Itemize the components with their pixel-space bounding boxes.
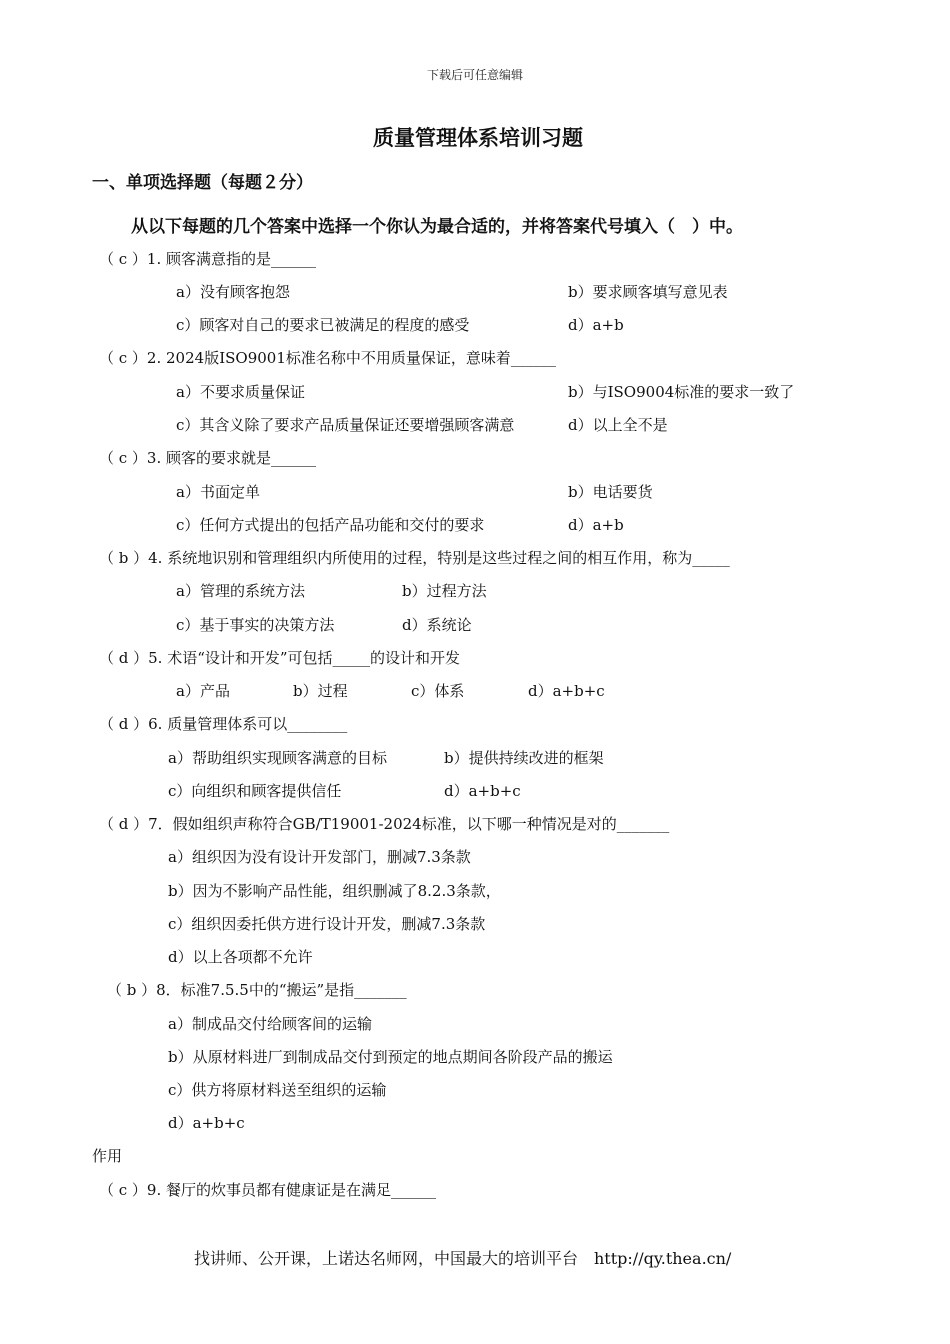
stray-text: 作用 — [92, 1147, 123, 1165]
question-2-option-d: d）以上全不是 — [568, 416, 668, 434]
question-6-option-b: b）提供持续改进的框架 — [444, 749, 604, 767]
question-3-option-a: a）书面定单 — [176, 483, 260, 501]
question-1-option-c: c）顾客对自己的要求已被满足的程度的感受 — [176, 316, 470, 334]
question-2-option-b: b）与ISO9004标准的要求一致了 — [568, 383, 795, 401]
question-3-option-b: b）电话要货 — [568, 483, 653, 501]
question-1-stem: （ c ）1. 顾客满意指的是______ — [99, 250, 317, 268]
question-6-option-d: d）a+b+c — [444, 782, 521, 800]
question-6-option-a: a）帮助组织实现顾客满意的目标 — [168, 749, 387, 767]
footer-text: 找讲师、公开课，上诺达名师网，中国最大的培训平台 http://qy.thea.cn/ — [194, 1249, 732, 1268]
header-note: 下载后可任意编辑 — [426, 68, 523, 82]
question-1-option-a: a）没有顾客抱怨 — [176, 283, 290, 301]
question-4-option-a: a）管理的系统方法 — [176, 582, 305, 600]
question-4-option-c: c）基于事实的决策方法 — [176, 616, 335, 634]
question-4-stem: （ b ）4. 系统地识别和管理组织内所使用的过程，特别是这些过程之间的相互作用，称为_____ — [99, 549, 730, 567]
question-9-stem: （ c ）9. 餐厅的炊事员都有健康证是在满足______ — [99, 1181, 437, 1199]
question-1-option-b: b）要求顾客填写意见表 — [568, 283, 728, 301]
question-7-option-d: d）以上各项都不允许 — [168, 948, 313, 966]
question-5-option-d: d）a+b+c — [528, 682, 605, 700]
question-8-option-d: d）a+b+c — [168, 1114, 245, 1132]
question-5-stem: （ d ）5. 术语“设计和开发”可包括_____的设计和开发 — [99, 649, 461, 667]
question-8-option-b: b）从原材料进厂到制成品交付到预定的地点期间各阶段产品的搬运 — [168, 1048, 613, 1066]
question-4-option-d: d）系统论 — [402, 616, 472, 634]
question-7-option-c: c）组织因委托供方进行设计开发，删减7.3条款 — [168, 915, 486, 933]
section-heading: 一、单项选择题（每题２分） — [92, 173, 313, 193]
instruction-text: 从以下每题的几个答案中选择一个你认为最合适的，并将答案代号填入（ ）中。 — [131, 217, 743, 237]
question-2-stem: （ c ）2. 2024版ISO9001标准名称中不用质量保证，意味着______ — [99, 349, 556, 367]
question-6-stem: （ d ）6. 质量管理体系可以________ — [99, 715, 348, 733]
question-3-stem: （ c ）3. 顾客的要求就是______ — [99, 449, 317, 467]
question-5-option-a: a）产品 — [176, 682, 230, 700]
question-6-option-c: c）向组织和顾客提供信任 — [168, 782, 342, 800]
question-5-option-c: c）体系 — [411, 682, 465, 700]
question-8-option-c: c）供方将原材料送至组织的运输 — [168, 1081, 387, 1099]
question-8-option-a: a）制成品交付给顾客间的运输 — [168, 1015, 372, 1033]
page-title: 质量管理体系培训习题 — [373, 125, 583, 150]
question-3-option-c: c）任何方式提出的包括产品功能和交付的要求 — [176, 516, 485, 534]
question-1-option-d: d）a+b — [568, 316, 624, 334]
question-2-option-c: c）其含义除了要求产品质量保证还要增强顾客满意 — [176, 416, 515, 434]
question-5-option-b: b）过程 — [293, 682, 348, 700]
question-2-option-a: a）不要求质量保证 — [176, 383, 305, 401]
question-3-option-d: d）a+b — [568, 516, 624, 534]
question-7-stem: （ d ）7．假如组织声称符合GB/T19001-2024标准，以下哪一种情况是对的_______ — [99, 815, 670, 833]
question-7-option-b: b）因为不影响产品性能，组织删减了8.2.3条款， — [168, 882, 501, 900]
question-8-stem: （ b ）8．标准7.5.5中的“搬运”是指_______ — [107, 981, 407, 999]
question-7-option-a: a）组织因为没有设计开发部门，删减7.3条款 — [168, 848, 471, 866]
question-4-option-b: b）过程方法 — [402, 582, 487, 600]
